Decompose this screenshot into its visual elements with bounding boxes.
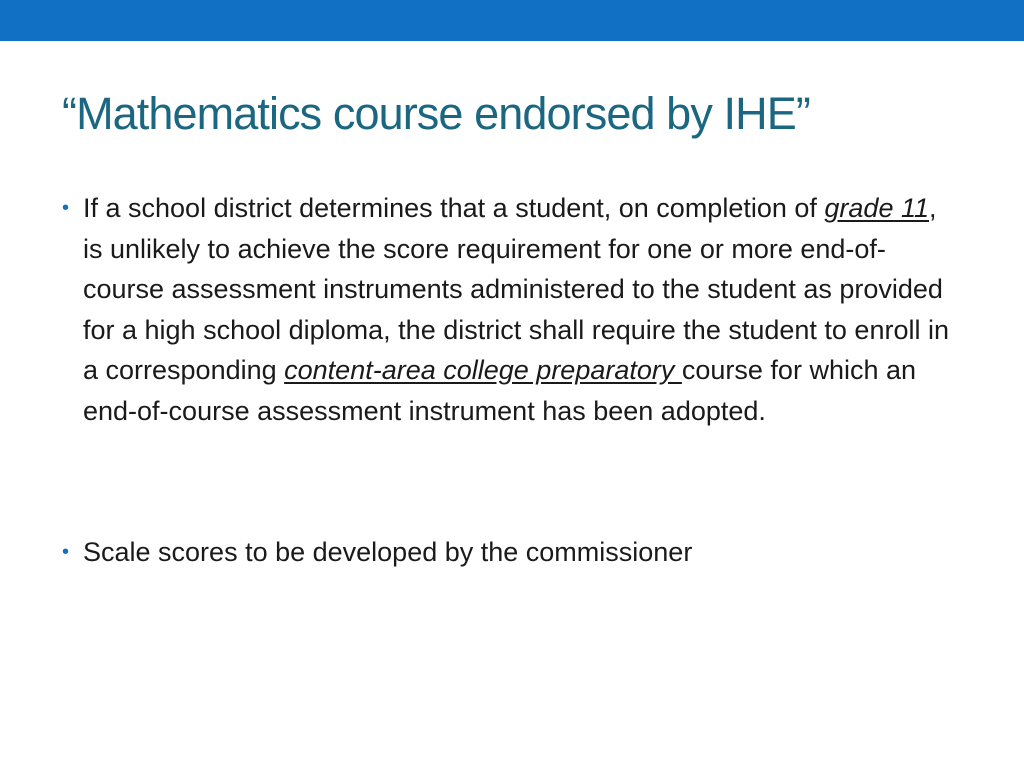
bullet-text: Scale scores to be developed by the commissioner	[83, 537, 693, 567]
bullet-text	[83, 188, 962, 431]
bullet-icon: •	[62, 197, 70, 219]
bullet-item	[62, 188, 962, 431]
bullet-text-segment: course for which an end-of-course assessment instrument has been adopted.	[83, 355, 917, 426]
bullet-icon: •	[62, 541, 70, 563]
bullet-text-segment: If a school district determines that a student, on completion of	[83, 193, 825, 223]
slide-title: “Mathematics course endorsed by IHE”	[62, 88, 810, 139]
bullet-list	[62, 188, 962, 573]
emphasized-term-grade: grade 11	[824, 193, 929, 223]
emphasized-term-course: content-area college preparatory	[284, 355, 682, 385]
top-accent-bar	[0, 0, 1024, 41]
bullet-text-segment: , is unlikely to achieve the score requirement for one or more end-of-course assessment instruments administered to the student as provided for a high school diploma, the district shall require the student to enroll in a corresponding	[83, 193, 949, 385]
bullet-item	[62, 532, 962, 573]
